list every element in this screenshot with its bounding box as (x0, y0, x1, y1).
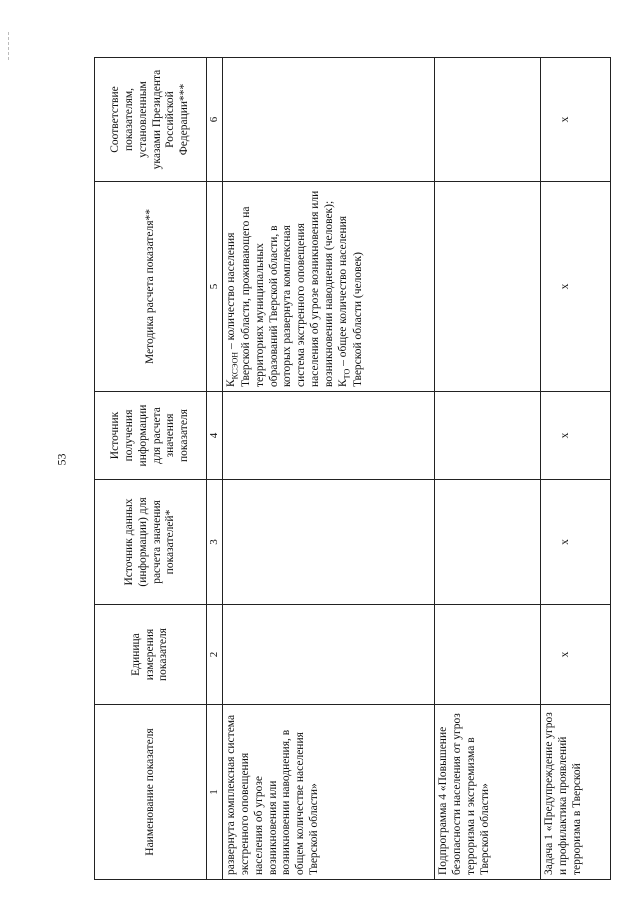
info-source-cell (223, 392, 435, 480)
indicator-name-cell: Задача 1 «Предупреждение угроз и профилактика проявлений терроризма в Тверской (541, 705, 611, 880)
method-text: – количество населения Тверской области, проживающего на территориях муниципальных образований Тверской области, в которых развернута комплексная система экстренного оповещения населения об угрозе возникновения или возникновении наводнения (человек); (225, 190, 335, 387)
header-info-source: Источник получения информации для расчета значения показателя (95, 392, 207, 480)
info-source-cell (435, 392, 541, 480)
scan-edge-mark (8, 32, 10, 60)
column-number: 5 (207, 182, 223, 392)
data-source-cell: х (541, 480, 611, 605)
page-number: 53 (54, 453, 69, 466)
k-subscript: ТО (341, 368, 351, 380)
rotated-page-content (94, 58, 634, 880)
indicators-table (94, 57, 611, 880)
table-row (435, 58, 541, 880)
column-number: 4 (207, 392, 223, 480)
header-row (95, 58, 207, 880)
unit-cell (435, 605, 541, 705)
header-indicator-name: Наименование показателя (95, 705, 207, 880)
k-symbol: К (225, 379, 238, 387)
column-number: 6 (207, 58, 223, 182)
column-number: 3 (207, 480, 223, 605)
data-source-cell (435, 480, 541, 605)
header-unit: Единица измерения показателя (95, 605, 207, 705)
header-compliance: Соответствие показателям, установленным указами Президента Российской Федерации*** (95, 58, 207, 182)
header-data-source: Источник данных (информации) для расчета значения показателей* (95, 480, 207, 605)
indicator-name-cell: Подпрограмма 4 «Повышение безопасности населения от угроз терроризма и экстремизма в Тверской области» (435, 705, 541, 880)
compliance-cell (435, 58, 541, 182)
method-text: – общее количество населения Тверской области (человек) (336, 215, 364, 387)
method-cell: х (541, 182, 611, 392)
compliance-cell: х (541, 58, 611, 182)
method-cell (435, 182, 541, 392)
k-symbol: К (336, 379, 349, 387)
data-source-cell (223, 480, 435, 605)
table-row (541, 58, 611, 880)
column-number-row (207, 58, 223, 880)
column-number: 1 (207, 705, 223, 880)
info-source-cell: х (541, 392, 611, 480)
unit-cell: х (541, 605, 611, 705)
k-subscript: КСЭОН (230, 351, 240, 380)
table-row (223, 58, 435, 880)
header-method: Методика расчета показателя** (95, 182, 207, 392)
compliance-cell (223, 58, 435, 182)
unit-cell (223, 605, 435, 705)
column-number: 2 (207, 605, 223, 705)
indicator-name-cell: развернута комплексная система экстренного оповещения населения об угрозе возникновения или возникновении наводнения, в общем количестве населения Тверской области» (223, 705, 435, 880)
method-cell (223, 182, 435, 392)
